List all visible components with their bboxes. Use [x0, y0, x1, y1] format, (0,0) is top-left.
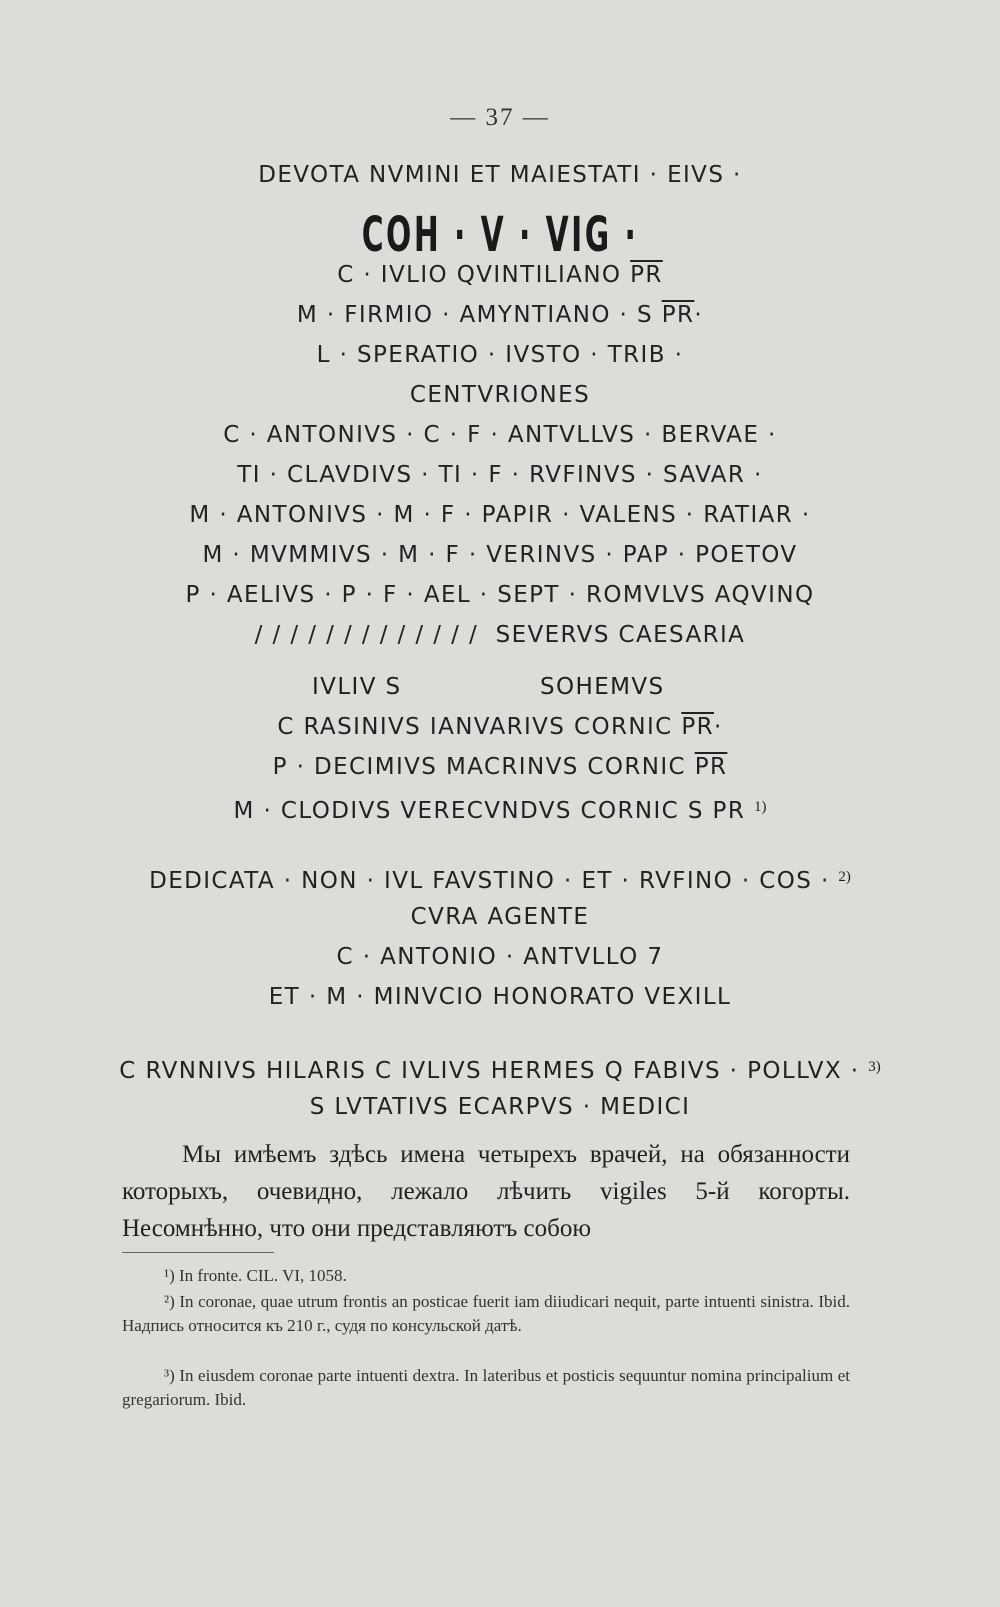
footnote-rule [122, 1252, 274, 1253]
inscription-line: / / / / / / / / / / / / / SEVERVS CAESARIA [254, 622, 746, 648]
inscription-line: C · ANTONIO · ANTVLLO 7 [336, 944, 664, 970]
footnote-marker: 2) [838, 869, 851, 885]
page-number: — 37 — [450, 104, 550, 131]
body-paragraph: Мы имѣемъ здѣсь имена четырехъ врачей, на обязанности которыхъ, очевидно, лежало лѣчить vigiles 5-й когорты. Несомнѣнно, что они представляютъ собою [122, 1141, 850, 1242]
abbrev-overline: $\overline{PR}$ [630, 262, 663, 288]
inscription-line: C · ANTONIVS · C · F · ANTVLLVS · BERVAE · [223, 422, 777, 448]
inscription-line: IVLIV S SOHEMVS [312, 674, 665, 700]
abbrev-overline: $\overline{PR}$ [681, 714, 714, 740]
footnote-3: ³) In eiusdem coronae parte intuenti dextra. In lateribus et posticis sequuntur nomina principalium et gregariorum. Ibid. [122, 1366, 850, 1409]
inscription-line: M · MVMMIVS · M · F · VERINVS · PAP · POETOV [202, 542, 798, 568]
inscription-line: M · CLODIVS VERECVNDVS CORNIC S PR $^{1)}$ [233, 798, 767, 824]
inscription-line: ET · M · MINVCIO HONORATO VEXILL [268, 984, 732, 1010]
inscription-line: TI · CLAVDIVS · TI · F · RVFINVS · SAVAR · [237, 462, 763, 488]
footnote-2: ²) In coronae, quae utrum frontis an posticae fuerit iam diiudicari nequit, parte intuenti sinistra. Ibid. Надпись относится къ 210 г., судя по консульской датѣ. [122, 1292, 850, 1335]
inscription-line: C · IVLIO QVINTILIANO $\overline{PR}$ [337, 262, 663, 288]
inscription-line: M · FIRMIO · AMYNTIANO · S $\overline{PR}\cdot$ [296, 302, 704, 328]
footnote-marker: 3) [868, 1059, 881, 1075]
inscription-line: CENTVRIONES [409, 382, 591, 408]
abbrev-overline: $\overline{PR}$ [661, 302, 695, 328]
inscription-line: DEVOTA NVMINI ET MAIESTATI · EIVS · [258, 162, 742, 188]
footnote-1: ¹) In fronte. CIL. VI, 1058. [164, 1266, 347, 1285]
inscription-line: C RVNNIVS HILARIS C IVLIVS HERMES Q FABIVS · POLLVX · $^{3)}$ [119, 1058, 881, 1084]
inscription-heading: COH · V · VIG · [361, 207, 639, 263]
inscription-line: S LVTATIVS ECARPVS · MEDICI [309, 1094, 691, 1120]
inscription-line: CVRA AGENTE [410, 904, 590, 930]
inscription-line: M · ANTONIVS · M · F · PAPIR · VALENS · RATIAR · [189, 502, 811, 528]
inscription-line: C RASINIVS IANVARIVS CORNIC $\overline{PR}\cdot$ [277, 714, 723, 740]
inscription-line: P · DECIMIVS MACRINVS CORNIC $\overline{PR}$ [272, 754, 728, 780]
inscription-line: L · SPERATIO · IVSTO · TRIB · [316, 342, 684, 368]
abbrev-overline: $\overline{PR}$ [694, 754, 728, 780]
footnote-marker: 1) [753, 799, 767, 815]
inscription-line: P · AELIVS · P · F · AEL · SEPT · ROMVLVS AQVINQ [185, 582, 815, 608]
inscription-line: DEDICATA · NON · IVL FAVSTINO · ET · RVFINO · COS · $^{2)}$ [149, 868, 851, 894]
